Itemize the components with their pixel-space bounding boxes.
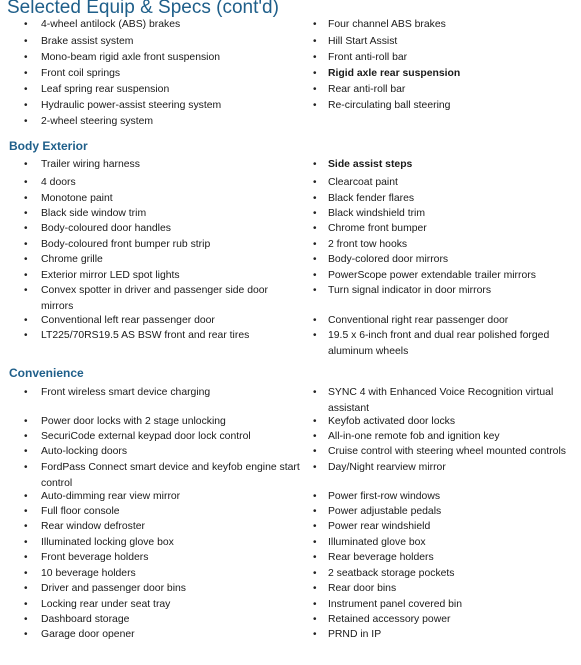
list-item	[303, 414, 575, 430]
section-heading-body-exterior: Body Exterior	[9, 139, 88, 153]
bullet-icon: •	[313, 177, 317, 188]
list-item-text: FordPass Connect smart device and keyfob engine start control	[41, 462, 300, 489]
list-item	[0, 460, 300, 491]
bullet-icon: •	[313, 223, 317, 234]
bullet-icon: •	[313, 629, 317, 640]
list-item-text: Leaf spring rear suspension	[41, 84, 170, 95]
list-item-text: Trailer wiring harness	[41, 159, 140, 170]
list-item-text: Front beverage holders	[41, 552, 149, 563]
list-item	[303, 191, 575, 207]
list-item-text: 2 front tow hooks	[328, 239, 408, 250]
list-item-text: Front anti-roll bar	[328, 52, 408, 63]
list-item	[0, 414, 300, 430]
bullet-icon: •	[24, 416, 28, 427]
bullet-icon: •	[24, 239, 28, 250]
list-item	[303, 566, 575, 582]
list-item-text: Power first-row windows	[328, 491, 441, 502]
list-item-text: Rear beverage holders	[328, 552, 434, 563]
bullet-icon: •	[24, 506, 28, 517]
list-item	[0, 429, 300, 445]
list-item	[303, 460, 575, 476]
bullet-icon: •	[24, 583, 28, 594]
list-item	[0, 550, 300, 566]
bullet-icon: •	[313, 462, 317, 473]
list-item-text: Power rear windshield	[328, 521, 431, 532]
list-item	[0, 252, 300, 268]
list-item	[303, 283, 575, 299]
bullet-icon: •	[313, 68, 317, 79]
list-item	[0, 206, 300, 222]
list-item	[0, 597, 300, 613]
bullet-icon: •	[24, 629, 28, 640]
bullet-icon: •	[24, 193, 28, 204]
list-item-text: Hydraulic power-assist steering system	[41, 100, 222, 111]
list-item-text: Conventional left rear passenger door	[41, 315, 215, 326]
bullet-icon: •	[24, 84, 28, 95]
list-item	[0, 157, 300, 173]
list-item	[303, 237, 575, 253]
list-item	[303, 50, 575, 66]
bullet-icon: •	[24, 223, 28, 234]
list-item	[303, 17, 575, 33]
list-item	[303, 385, 575, 416]
list-item-text: Rigid axle rear suspension	[328, 68, 461, 79]
list-item	[303, 98, 575, 114]
bullet-icon: •	[24, 208, 28, 219]
list-item-text: Power adjustable pedals	[328, 506, 442, 517]
list-item-text: Chrome grille	[41, 254, 103, 265]
list-item-text: 10 beverage holders	[41, 568, 136, 579]
bullet-icon: •	[24, 330, 28, 341]
bullet-icon: •	[313, 506, 317, 517]
list-item-text: Black fender flares	[328, 193, 415, 204]
bullet-icon: •	[313, 36, 317, 47]
list-item	[303, 550, 575, 566]
list-item	[303, 489, 575, 505]
list-item	[0, 627, 300, 643]
list-item	[0, 444, 300, 460]
list-item-text: Rear anti-roll bar	[328, 84, 406, 95]
bullet-icon: •	[24, 285, 28, 296]
list-item	[0, 191, 300, 207]
list-item-text: PRND in IP	[328, 629, 382, 640]
list-item	[303, 535, 575, 551]
list-item	[303, 175, 575, 191]
list-item	[0, 50, 300, 66]
bullet-icon: •	[313, 330, 317, 341]
list-item-text: Retained accessory power	[328, 614, 451, 625]
bullet-icon: •	[24, 315, 28, 326]
list-item	[0, 114, 300, 130]
bullet-icon: •	[24, 537, 28, 548]
bullet-icon: •	[313, 19, 317, 30]
list-item-text: Auto-locking doors	[41, 446, 128, 457]
bullet-icon: •	[313, 491, 317, 502]
bullet-icon: •	[313, 159, 317, 170]
list-item	[303, 82, 575, 98]
list-item-text: Clearcoat paint	[328, 177, 398, 188]
list-item-text: Black side window trim	[41, 208, 147, 219]
list-item	[303, 429, 575, 445]
list-item-text: SYNC 4 with Enhanced Voice Recognition virtual assistant	[328, 387, 554, 414]
bullet-icon: •	[24, 270, 28, 281]
list-item-text: LT225/70RS19.5 AS BSW front and rear tires	[41, 330, 250, 341]
list-item	[303, 504, 575, 520]
list-item	[0, 489, 300, 505]
bullet-icon: •	[24, 568, 28, 579]
list-item-text: SecuriCode external keypad door lock control	[41, 431, 251, 442]
list-item-text: Auto-dimming rear view mirror	[41, 491, 181, 502]
list-item-text: Side assist steps	[328, 159, 413, 170]
bullet-icon: •	[24, 599, 28, 610]
list-item	[0, 313, 300, 329]
list-item-text: Dashboard storage	[41, 614, 130, 625]
list-item-text: 4-wheel antilock (ABS) brakes	[41, 19, 181, 30]
list-item	[303, 519, 575, 535]
list-item-text: Convex spotter in driver and passenger side door mirrors	[41, 285, 268, 312]
list-item	[303, 268, 575, 284]
list-item-text: Rear door bins	[328, 583, 397, 594]
list-item	[0, 283, 300, 314]
list-item	[0, 385, 300, 401]
list-item-text: PowerScope power extendable trailer mirrors	[328, 270, 536, 281]
list-item	[303, 252, 575, 268]
bullet-icon: •	[313, 100, 317, 111]
list-item	[303, 328, 575, 359]
bullet-icon: •	[313, 431, 317, 442]
list-item-text: Illuminated locking glove box	[41, 537, 174, 548]
list-item-text: Instrument panel covered bin	[328, 599, 463, 610]
list-item	[303, 313, 575, 329]
bullet-icon: •	[24, 19, 28, 30]
list-item-text: Day/Night rearview mirror	[328, 462, 446, 473]
bullet-icon: •	[24, 36, 28, 47]
bullet-icon: •	[313, 193, 317, 204]
list-item-text: Monotone paint	[41, 193, 113, 204]
list-item	[0, 34, 300, 50]
list-item-text: 2 seatback storage pockets	[328, 568, 455, 579]
bullet-icon: •	[313, 208, 317, 219]
bullet-icon: •	[313, 387, 317, 398]
list-item-text: Hill Start Assist	[328, 36, 398, 47]
list-item-text: Cruise control with steering wheel mounted controls	[328, 446, 566, 457]
list-item	[0, 612, 300, 628]
bullet-icon: •	[24, 52, 28, 63]
bullet-icon: •	[313, 599, 317, 610]
list-item-text: Front coil springs	[41, 68, 121, 79]
bullet-icon: •	[313, 239, 317, 250]
list-item-text: 19.5 x 6-inch front and dual rear polished forged aluminum wheels	[328, 330, 550, 357]
bullet-icon: •	[24, 521, 28, 532]
bullet-icon: •	[24, 491, 28, 502]
bullet-icon: •	[313, 446, 317, 457]
bullet-icon: •	[24, 177, 28, 188]
bullet-icon: •	[313, 52, 317, 63]
list-item	[303, 627, 575, 643]
list-item-text: 2-wheel steering system	[41, 116, 154, 127]
bullet-icon: •	[313, 416, 317, 427]
list-item	[0, 535, 300, 551]
list-item-text: Exterior mirror LED spot lights	[41, 270, 180, 281]
list-item	[0, 237, 300, 253]
list-item-text: Garage door opener	[41, 629, 135, 640]
bullet-icon: •	[313, 583, 317, 594]
bullet-icon: •	[313, 552, 317, 563]
list-item	[303, 157, 575, 173]
list-item-text: Illuminated glove box	[328, 537, 426, 548]
list-item-text: Black windshield trim	[328, 208, 426, 219]
list-item-text: Keyfob activated door locks	[328, 416, 456, 427]
list-item	[0, 98, 300, 114]
list-item	[0, 17, 300, 33]
list-item-text: All-in-one remote fob and ignition key	[328, 431, 500, 442]
bullet-icon: •	[24, 446, 28, 457]
list-item-text: Mono-beam rigid axle front suspension	[41, 52, 221, 63]
list-item	[303, 597, 575, 613]
list-item-text: Front wireless smart device charging	[41, 387, 211, 398]
list-item-text: Body-coloured front bumper rub strip	[41, 239, 211, 250]
list-item	[0, 268, 300, 284]
bullet-icon: •	[313, 537, 317, 548]
bullet-icon: •	[313, 254, 317, 265]
list-item	[0, 504, 300, 520]
bullet-icon: •	[24, 614, 28, 625]
bullet-icon: •	[313, 285, 317, 296]
list-item	[0, 82, 300, 98]
bullet-icon: •	[313, 315, 317, 326]
page-title: Selected Equip & Specs (cont'd)	[7, 0, 279, 18]
list-item	[303, 66, 575, 82]
list-item	[303, 221, 575, 237]
list-item	[0, 221, 300, 237]
bullet-icon: •	[24, 254, 28, 265]
list-item-text: Re-circulating ball steering	[328, 100, 451, 111]
list-item-text: Chrome front bumper	[328, 223, 427, 234]
bullet-icon: •	[313, 614, 317, 625]
bullet-icon: •	[24, 387, 28, 398]
list-item-text: Locking rear under seat tray	[41, 599, 171, 610]
list-item	[0, 66, 300, 82]
list-item-text: Full floor console	[41, 506, 120, 517]
bullet-icon: •	[24, 100, 28, 111]
list-item-text: 4 doors	[41, 177, 76, 188]
list-item-text: Turn signal indicator in door mirrors	[328, 285, 492, 296]
list-item	[303, 34, 575, 50]
bullet-icon: •	[313, 568, 317, 579]
bullet-icon: •	[24, 68, 28, 79]
bullet-icon: •	[24, 116, 28, 127]
list-item-text: Body-colored door mirrors	[328, 254, 449, 265]
section-heading-convenience: Convenience	[9, 366, 84, 380]
list-item	[0, 328, 300, 344]
list-item	[303, 444, 575, 460]
list-item	[0, 519, 300, 535]
bullet-icon: •	[313, 84, 317, 95]
list-item	[0, 566, 300, 582]
list-item-text: Four channel ABS brakes	[328, 19, 446, 30]
bullet-icon: •	[24, 462, 28, 473]
list-item-text: Brake assist system	[41, 36, 134, 47]
list-item-text: Body-coloured door handles	[41, 223, 171, 234]
list-item	[0, 175, 300, 191]
bullet-icon: •	[24, 431, 28, 442]
bullet-icon: •	[24, 159, 28, 170]
bullet-icon: •	[313, 521, 317, 532]
list-item-text: Conventional right rear passenger door	[328, 315, 509, 326]
list-item-text: Power door locks with 2 stage unlocking	[41, 416, 226, 427]
list-item	[303, 206, 575, 222]
list-item-text: Rear window defroster	[41, 521, 145, 532]
bullet-icon: •	[313, 270, 317, 281]
bullet-icon: •	[24, 552, 28, 563]
list-item	[303, 612, 575, 628]
list-item	[0, 581, 300, 597]
list-item	[303, 581, 575, 597]
list-item-text: Driver and passenger door bins	[41, 583, 186, 594]
